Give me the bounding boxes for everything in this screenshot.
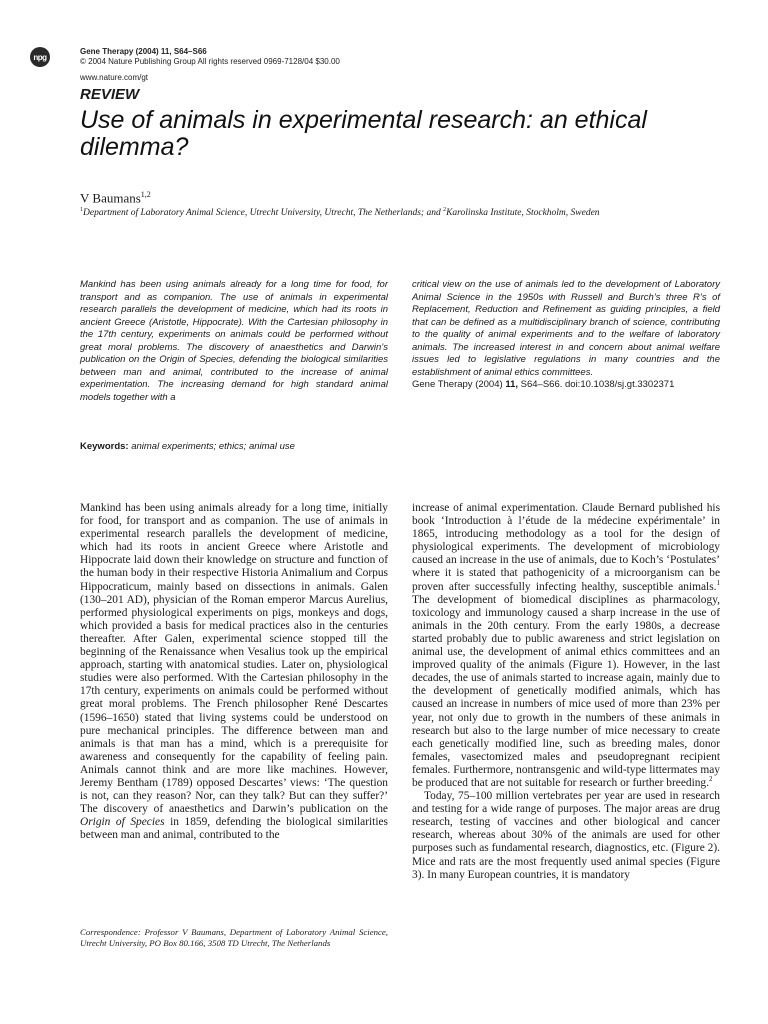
citation-pages-doi: S64–S66. doi:10.1038/sj.gt.3302371	[518, 379, 675, 390]
abstract-right-text: critical view on the use of animals led to the development of Laboratory Animal Science in the 1950s with Russell and Burch’s three R’s of Replacement, Reduction and Refinement as guiding principles, a field that can be defined as a multidisciplinary branch of science, contributing to the quality of animal experiments and to the welfare of laboratory animals. The increased interest in and concern about animal welfare issues led to legislative regulations in many countries and the establishment of animal ethics committees.	[412, 279, 720, 378]
journal-citation-line: Gene Therapy (2004) 11, S64–S66	[80, 47, 207, 56]
body-italic-text: Origin of Species	[80, 816, 165, 829]
body-paragraph	[80, 502, 388, 842]
citation-volume: 11,	[505, 379, 518, 390]
copyright-line: © 2004 Nature Publishing Group All rights reserved 0969-7128/04 $30.00	[80, 57, 340, 66]
affiliation-mark-2: 2	[443, 207, 447, 213]
affiliation-2: Karolinska Institute, Stockholm, Sweden	[446, 208, 600, 219]
keywords	[80, 441, 295, 452]
correspondence-note: Correspondence: Professor V Baumans, Department of Laboratory Animal Science, Utrecht University, PO Box 80.166, 3508 TD Utrecht, The Netherlands	[80, 927, 388, 948]
author-name: V Baumans	[80, 190, 141, 206]
abstract-citation	[412, 379, 720, 392]
affiliations	[80, 207, 740, 218]
article-title: Use of animals in experimental research: an ethical dilemma?	[80, 106, 647, 161]
affiliation-mark-1: 1	[80, 207, 83, 213]
section-label: REVIEW	[80, 86, 140, 103]
npg-logo: npg	[30, 47, 50, 67]
keywords-label: Keywords:	[80, 441, 129, 452]
body-text: increase of animal experimentation. Claude Bernard published his book ‘Introduction à l’étude de la médecine expérimentale’ in 1865, introducing methodology as a tool for the design of physiological experiments. The development of microbiology caused an increase in the use of animals, due to Koch’s ‘Postulates’ where it is stated that pathogenicity of a microorganism can be proven after successfully infecting healthy, susceptible animals.	[412, 502, 720, 593]
keywords-value: animal experiments; ethics; animal use	[128, 441, 295, 452]
reference-mark[interactable]: 1	[716, 578, 720, 587]
body-text: in 1859, defending the biological similarities between man and animal, contributed to the	[80, 816, 388, 842]
body-paragraph: Today, 75–100 million vertebrates per year are used in research and testing for a wide range of purposes. The major areas are drug research, testing of vaccines and other biological and cancer research, whereas about 30% of the animals are used for other purposes such as fundamental research, diagnostics, etc. (Figure 2). Mice and rats are the most frequently used animal species (Figure 3). In many European countries, it is mandatory	[412, 790, 720, 881]
body-left-column	[80, 502, 388, 842]
abstract-right-column	[412, 279, 720, 392]
journal-meta	[80, 47, 340, 67]
body-right-column	[412, 502, 720, 882]
citation-journal: Gene Therapy (2004)	[412, 379, 506, 390]
author-line	[80, 190, 151, 206]
journal-url-link[interactable]: www.nature.com/gt	[80, 73, 149, 82]
body-text: Mankind has been using animals already for a long time, initially for food, for transport and as companion. The use of animals in experimental research parallels the development of medicine, which had its roots in ancient Greece where Aristotle and Hippocrate laid down their knowledge on structure and function of the human body in their respective Historia Animalium and Corpus Hippocraticum, mainly based on dissections in animals. Galen (130–201 AD), physician of the Roman emperor Marcus Aurelius, performed physiological experiments on pigs, monkeys and dogs, which provided a basis for medical practices also in the centuries thereafter. After Galen, experimental science stopped till the beginning of the Renaissance when Vesalius took up the empirical approach, starting with anatomical studies. Later on, physiological studies were also performed. With the Cartesian philosophy in the 17th century, experiments on animals could be performed without great moral problems. The French philosopher René Descartes (1596–1650) stated that living systems could be understood on pure mechanical principles. The difference between man and animals is that man has a mind, which is a prerequisite for awareness and consequently for the capability of feeling pain. Animals cannot think and are more like machines. However, Jeremy Bentham (1789) opposed Descartes’ views: ‘The question is not, can they reason? Nor, can they talk? But can they suffer?’ The discovery of anaesthetics and Darwin’s publication on the	[80, 502, 388, 816]
author-affiliation-marks: 1,2	[140, 190, 151, 199]
body-paragraph	[412, 502, 720, 790]
abstract-left-column: Mankind has been using animals already for a long time for food, for transport and as companion. The use of animals in experimental research parallels the development of medicine, which had its roots in ancient Greece (Aristotle, Hippocrate). With the Cartesian philosophy in the 17th century, experiments on animals could be performed without great moral problems. The discovery of anaesthetics and Darwin’s publication on the Origin of Species, defending the biological similarities between man and animal, contributed to the increase of animal experimentation. The increasing demand for high standard animal models together with a	[80, 279, 388, 403]
affiliation-1: Department of Laboratory Animal Science, Utrecht University, Utrecht, The Netherlands; and	[83, 208, 444, 219]
reference-mark[interactable]: 2	[708, 775, 713, 784]
body-text: The development of biomedical disciplines as pharmacology, toxicology and immunology caused a sharp increase in the use of animals in the 20th century. From the early 1980s, a decrease started probably due to public awareness and strict legislation on animal use, the development of animal ethics committees and an improved quality of the animals (Figure 1). However, in the last decades, the use of animals started to increase again, mainly due to the development of genetically modified animals, which has caused an increase in numbers of mice used of more than 23% per year, not only due to growth in the numbers of these animals in research but also to the large number of mice necessary to create each genetically modified line, such as breeding males, donor females, vasectomized males and pseudopregnant recipient females. Furthermore, nontransgenic and wild-type littermates may be produced that are not suitable for research or further breeding.	[412, 593, 720, 789]
